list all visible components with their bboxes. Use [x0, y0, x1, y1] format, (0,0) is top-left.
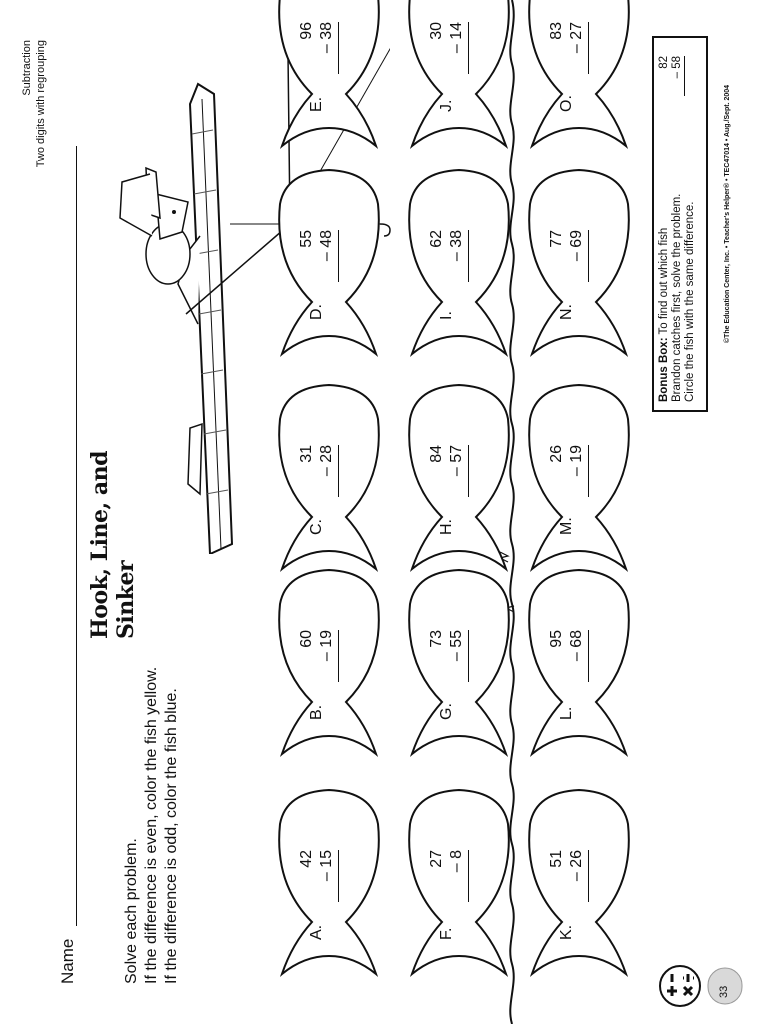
fish-problem-b[interactable]	[270, 568, 388, 764]
fish-problem-m[interactable]	[520, 383, 638, 579]
bonus-box	[652, 36, 708, 412]
fish-top-number: 26	[548, 445, 565, 463]
fish-problem-l[interactable]	[520, 568, 638, 764]
fish-top-number: 55	[298, 230, 315, 248]
fish-letter: E.	[308, 96, 325, 112]
fish-bottom-number: – 38	[448, 230, 469, 282]
bonus-label: Bonus Box:	[658, 337, 670, 402]
fish-top-number: 27	[428, 850, 445, 868]
fish-bottom-number: – 28	[318, 445, 339, 497]
bonus-problem	[658, 56, 685, 96]
page-title: Hook, Line, and Sinker	[87, 451, 139, 639]
instruction-line-3: If the difference is odd, color the fish blue.	[163, 688, 180, 984]
fish-letter: A.	[308, 924, 325, 940]
topic-skill: Two digits with regrouping	[35, 40, 47, 168]
fish-problem-i[interactable]	[400, 168, 518, 364]
fish-bottom-number: – 19	[318, 630, 339, 682]
copyright-notice: ©The Education Center, Inc. • Teacher's Helper® • TEC47014 • Aug./Sept. 2004	[724, 84, 731, 344]
fish-problem-g[interactable]	[400, 568, 518, 764]
fish-problem-a[interactable]	[270, 788, 388, 984]
fish-top-number: 83	[548, 22, 565, 40]
fish-letter: K.	[558, 924, 575, 940]
fish-letter: L.	[558, 706, 575, 720]
fish-bottom-number: – 57	[448, 445, 469, 497]
fish-top-number: 96	[298, 22, 315, 40]
fish-letter: C.	[308, 519, 325, 535]
instruction-line-2: If the difference is even, color the fish yellow.	[143, 666, 160, 984]
instruction-line-1: Solve each problem.	[123, 838, 140, 984]
bonus-line-2: Brandon catches first, solve the problem.	[671, 193, 683, 402]
fish-bottom-number: – 38	[318, 22, 339, 74]
topic-label	[20, 40, 48, 300]
fish-problem-n[interactable]	[520, 168, 638, 364]
name-line[interactable]	[76, 146, 77, 926]
bonus-top-number: 82	[658, 56, 670, 69]
bonus-line-3: Circle the fish with the same difference.	[684, 201, 696, 402]
fish-problem-h[interactable]	[400, 383, 518, 579]
fish-bottom-number: – 8	[448, 850, 469, 902]
bonus-bottom-number: – 58	[671, 56, 685, 96]
fish-top-number: 30	[428, 22, 445, 40]
fish-top-number: 60	[298, 630, 315, 648]
fish-bottom-number: – 55	[448, 630, 469, 682]
fish-problem-o[interactable]	[520, 0, 638, 156]
fish-bottom-number: – 27	[568, 22, 589, 74]
fish-problem-k[interactable]	[520, 788, 638, 984]
fish-top-number: 73	[428, 630, 445, 648]
fish-letter: B.	[308, 704, 325, 720]
bonus-line-1: To find out which fish	[658, 227, 670, 335]
fish-bottom-number: – 26	[568, 850, 589, 902]
fish-top-number: 51	[548, 850, 565, 868]
math-symbols-icon	[650, 958, 750, 1018]
fish-bottom-number: – 19	[568, 445, 589, 497]
fish-bottom-number: – 68	[568, 630, 589, 682]
fish-bottom-number: – 48	[318, 230, 339, 282]
fish-letter: G.	[438, 703, 455, 720]
fish-bottom-number: – 15	[318, 850, 339, 902]
bonus-text	[658, 112, 697, 402]
fish-bottom-number: – 69	[568, 230, 589, 282]
fish-problem-e[interactable]	[270, 0, 388, 156]
topic-subject: Subtraction	[21, 40, 33, 96]
fish-top-number: 77	[548, 230, 565, 248]
fish-problem-c[interactable]	[270, 383, 388, 579]
fish-letter: I.	[438, 311, 455, 320]
fish-top-number: 62	[428, 230, 445, 248]
fish-top-number: 95	[548, 630, 565, 648]
name-label: Name	[58, 938, 77, 984]
fish-letter: N.	[558, 304, 575, 320]
fish-letter: O.	[558, 95, 575, 112]
fish-top-number: 31	[298, 445, 315, 463]
fish-problem-j[interactable]	[400, 0, 518, 156]
fish-top-number: 42	[298, 850, 315, 868]
page-number: 33	[718, 985, 730, 998]
fish-letter: D.	[308, 304, 325, 320]
fish-letter: J.	[438, 99, 455, 112]
instructions	[122, 667, 182, 984]
fish-bottom-number: – 14	[448, 22, 469, 74]
fish-letter: H.	[438, 519, 455, 535]
fish-letter: F.	[438, 927, 455, 940]
fish-problem-d[interactable]	[270, 168, 388, 364]
fish-problem-f[interactable]	[400, 788, 518, 984]
fish-top-number: 84	[428, 445, 445, 463]
name-field[interactable]	[58, 939, 78, 984]
fish-letter: M.	[558, 517, 575, 535]
